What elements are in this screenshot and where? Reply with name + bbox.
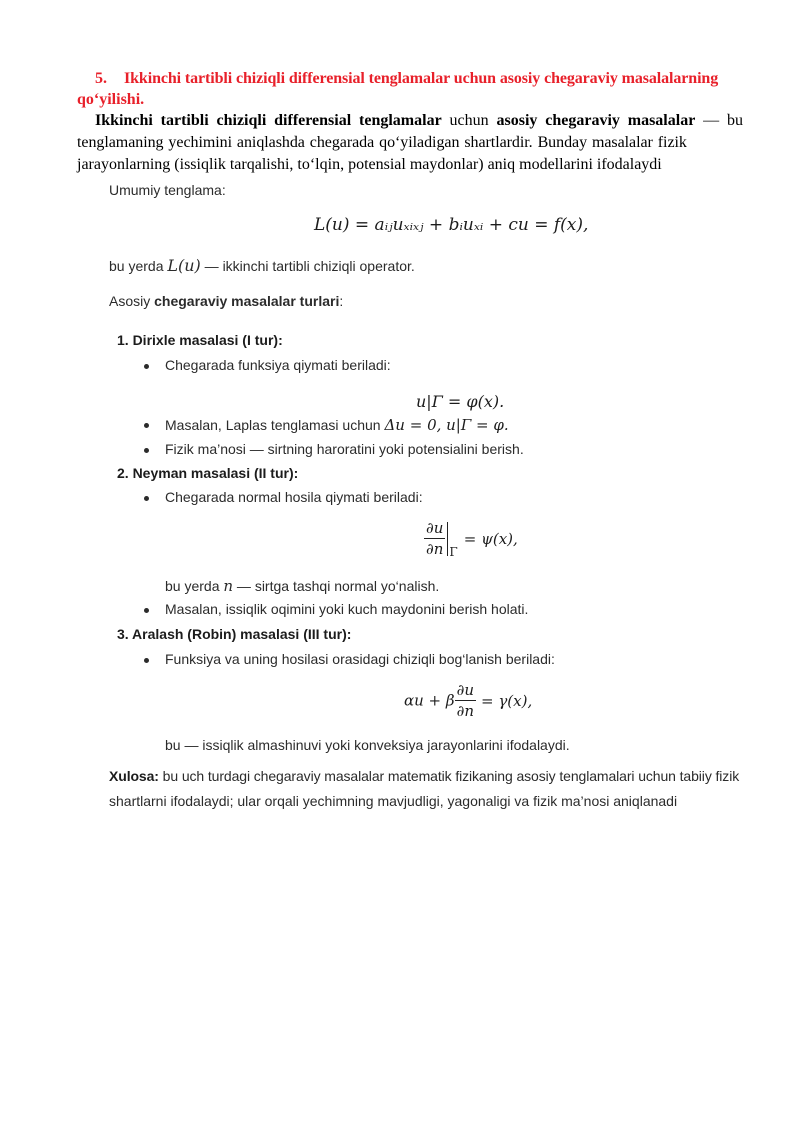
- dirichlet-title: 1. Dirixle masalasi (I tur):: [117, 332, 283, 348]
- neumann-formula: [424, 518, 518, 564]
- types-label-suffix: :: [339, 293, 344, 309]
- general-equation-note: [109, 256, 415, 275]
- section-number: 5.: [95, 70, 107, 87]
- fraction-denominator: ∂n: [456, 702, 474, 720]
- bullet-icon: [144, 608, 149, 613]
- general-equation-label: Umumiy tenglama:: [109, 182, 226, 198]
- bullet-icon: [144, 448, 149, 453]
- bullet-icon: [144, 658, 149, 663]
- neumann-bullet2: Masalan, issiqlik oqimini yoki kuch maydonini berish holati.: [165, 601, 529, 617]
- dirichlet-formula: u|Γ = φ(x).: [416, 392, 505, 411]
- intro-line1: [95, 110, 743, 132]
- neumann-note: [165, 577, 439, 595]
- types-label-prefix: Asosiy: [109, 293, 155, 309]
- neumann-note-suffix: — sirtga tashqi normal yo‘nalish.: [233, 578, 440, 594]
- intro-text1: uchun: [441, 112, 497, 129]
- intro-line3: jarayonlarning (issiqlik tarqalishi, to‘lqin, potensial maydonlar) aniq modellarini ifodalaydi: [77, 156, 662, 173]
- fraction-denominator: ∂n: [426, 540, 444, 558]
- neumann-title: 2. Neyman masalasi (II tur):: [117, 465, 299, 481]
- conclusion-text1: bu uch turdagi chegaraviy masalalar matematik fizikaning asosiy tenglamalari uchun tabiiy fizik: [158, 768, 740, 784]
- note-suffix: — ikkinchi tartibli chiziqli operator.: [200, 258, 415, 274]
- laplace-condition: Δu = 0, u|Γ = φ.: [384, 416, 509, 434]
- neumann-note-prefix: bu yerda: [165, 578, 224, 594]
- robin-note: bu — issiqlik almashinuvi yoki konveksiya jarayonlarini ifodalaydi.: [165, 737, 570, 753]
- general-equation: L(u) = aᵢⱼuₓᵢₓⱼ + bᵢuₓᵢ + cu = f(x),: [314, 215, 589, 235]
- intro-line2: tenglamaning yechimini aniqlashda chegarada qo‘yiladigan shartlardir. Bunday masalalar fizik: [77, 134, 687, 151]
- normal-symbol: n: [223, 577, 234, 595]
- neumann-fraction: [424, 518, 445, 559]
- robin-formula: [404, 680, 532, 724]
- robin-rhs: = γ(x),: [481, 691, 533, 710]
- neumann-rhs: = ψ(x),: [463, 529, 518, 548]
- bullet-icon: [144, 496, 149, 501]
- fraction-numerator: ∂u: [426, 519, 444, 537]
- intro-text2: — bu: [695, 112, 744, 129]
- robin-lhs: αu + β: [404, 691, 455, 710]
- section-title-line1: Ikkinchi tartibli chiziqli differensial tenglamalar uchun asosiy chegaraviy masalalarning: [124, 70, 719, 87]
- neumann-bullet1: Chegarada normal hosila qiymati beriladi:: [165, 489, 423, 505]
- section-title-line2: qo‘yilishi.: [77, 91, 145, 108]
- conclusion-label: Xulosa:: [109, 768, 159, 784]
- dirichlet-bullet3: Fizik ma’nosi — sirtning haroratini yoki potensialini berish.: [165, 441, 524, 457]
- boundary-subscript: Γ: [449, 545, 458, 560]
- note-prefix: bu yerda: [109, 258, 168, 274]
- types-label: [109, 293, 343, 309]
- dirichlet-bullet2-text: Masalan, Laplas tenglamasi uchun: [165, 417, 385, 433]
- robin-fraction: [455, 680, 476, 721]
- fraction-numerator: ∂u: [456, 681, 474, 699]
- dirichlet-bullet2: [165, 416, 509, 434]
- conclusion-line1: [109, 768, 741, 784]
- operator-symbol: L(u): [167, 256, 201, 275]
- bullet-icon: [144, 423, 149, 428]
- types-label-bold: chegaraviy masalalar turlari: [154, 293, 340, 309]
- dirichlet-bullet1: Chegarada funksiya qiymati beriladi:: [165, 357, 391, 373]
- robin-title: 3. Aralash (Robin) masalasi (III tur):: [117, 626, 352, 642]
- bullet-icon: [144, 364, 149, 369]
- conclusion-line2: shartlarni ifodalaydi; ular orqali yechimning mavjudligi, yagonaligi va fizik ma’nosi aniqlanadi: [109, 793, 678, 809]
- robin-bullet1: Funksiya va uning hosilasi orasidagi chiziqli bog‘lanish beriladi:: [165, 651, 555, 667]
- intro-bold-term1: Ikkinchi tartibli chiziqli differensial tenglamalar: [95, 112, 442, 129]
- intro-bold-term2: asosiy chegaraviy masalalar: [496, 112, 696, 129]
